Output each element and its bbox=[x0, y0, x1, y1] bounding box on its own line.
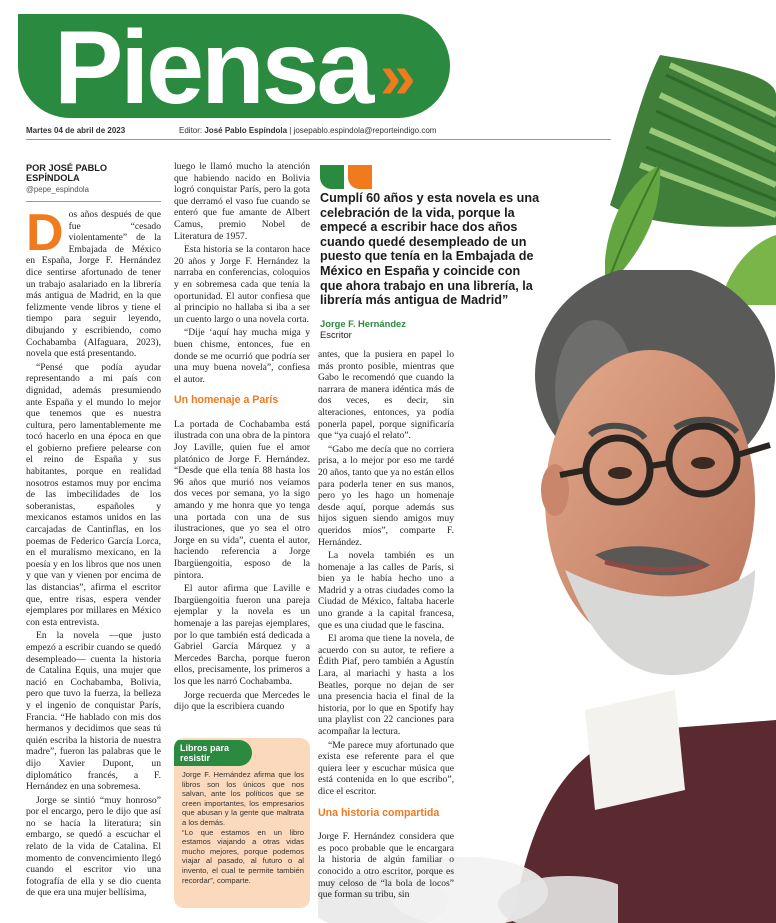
sidebar-tab bbox=[174, 740, 252, 766]
sidebar-title: Libros para resistir bbox=[180, 743, 230, 763]
drop-cap: D bbox=[26, 204, 64, 262]
header-divider bbox=[26, 139, 611, 140]
paragraph: Jorge F. Hernández considera que es poco probable que le encargara la historia de algún familiar o conocido a otro escritor, porque es muy celoso de “la bola de locos” que forman su tribu, sin bbox=[318, 831, 454, 901]
editor-name: José Pablo Espíndola bbox=[204, 126, 288, 135]
paragraph: “Me parece muy afortunado que exista ese referente para el que quiera leer y escuchar música que está contenida en lo que escribo”, dice el escritor. bbox=[318, 739, 454, 797]
chevron-logo-icon: » bbox=[380, 40, 402, 112]
paragraph: La novela también es un homenaje a las calles de París, si bien ya le había hecho uno a Madrid y a otras ciudades como la Ciudad de México, faltaba hacerle uno grande a la capital francesa, que es una ciudad que le fascina. bbox=[318, 550, 454, 631]
paragraph: “Gabo me decía que no corriera prisa, a lo mejor por eso me tardé 20 años, tanto que ya no están ellos para poderla tener en sus manos, pero yo les hago un homenaje desde aquí, porque además sus hijos siguen siendo amigos muy queridos míos”, comparte F. Hernández. bbox=[318, 443, 454, 548]
author-portrait bbox=[475, 270, 776, 923]
byline-divider bbox=[26, 201, 161, 202]
editor-contact: | josepablo.espindola@reporteindigo.com bbox=[289, 126, 437, 135]
paragraph: “Pensé que podía ayudar representando a mi país con dignidad, además presumiendo ante España y el mundo lo mejor que tenemos que es nuestra cultura, pero lamentablemente me tocó hacerlo en una época en que el gobierno prefiere pelearse con el reino de España y sus habitantes, porque en realidad nosotros estamos muy por encima de las imbecilidades de los soberanistas, españoles y mexicanos estamos unidos en las carcajadas de Cantinflas, en los poemas de Federico García Lorca, en el muralismo mexicano, en la poesía y en los libros que nos unen y que van y vienen por encima de las distancias”, afirma el escritor que, entre risas, espera vender ejemplares por millares en México con esta entrevista. bbox=[26, 361, 161, 628]
paragraph: Esta historia se la contaron hace 20 años y Jorge F. Hernández la narraba en conferencias, coloquios y en sobremesa cada que tenía la oportunidad. El autor confiesa que al principio no hallaba si iba a ser un cuento largo o una novela corta. bbox=[174, 244, 310, 325]
paragraph: Jorge se sintió “muy honroso” por el encargo, pero le dijo que así no se hacía la literatura; sin embargo, se quedó a escuchar el relato de la vida de Catalina. El momento de convencimiento llegó cuando el escritor vio una fotografía de ella y se dio cuenta de que era una mujer bellísima, bbox=[26, 794, 161, 899]
section-subhead: Una historia compartida bbox=[318, 806, 440, 819]
issue-date: Martes 04 de abril de 2023 bbox=[26, 126, 126, 135]
column-1 bbox=[26, 204, 161, 901]
sidebar-paragraph: Jorge F. Hernández afirma que los libros son los únicos que nos salvan, ante los políticos que se creen importantes, los empresarios que abusan y la gente que maltrata a los demás. bbox=[182, 770, 304, 827]
paragraph: En la novela —que justo empezó a escribir cuando se quedó desempleado— cuenta la historia de Catalina Equis, una mujer que nació en Cochabamba, Bolivia, pero que tuvo la fuerza, la belleza y el ingenio de conquistar París, Francia. “He hablado con mis dos hermanos y decidimos que seas tú quién escriba la historia de nuestra madre”, fueron las palabras que le dijo Xavier Dupont, un diplomático francés, a F. Hernández en una sobremesa. bbox=[26, 630, 161, 793]
editor-credit bbox=[179, 126, 436, 135]
column-2 bbox=[174, 161, 310, 715]
byline-handle: @pepe_espindola bbox=[26, 185, 89, 194]
byline bbox=[26, 163, 161, 202]
paragraph: antes, que la pusiera en papel lo más pronto posible, mientras que Gabo le recomendó que cuando la narrara de manera idéntica más de dos veces, es decir, sin alteraciones, entonces, ya podía ponerla papel, porque significaría que “ya cuajó el relato”. bbox=[318, 349, 454, 442]
paragraph: Jorge recuerda que Mercedes le dijo que la escribiera cuando bbox=[174, 689, 310, 713]
sidebar-box bbox=[174, 738, 310, 908]
paragraph: os años después de que fue “cesado violentamente” de la Embajada de México en España, Jorge F. Hernández dice sentirse afortunado de tener un trabajo asalariado en la librería más antigua de Madrid, en la que felizmente vende libros y tiene el tiempo para seguir leyendo, dibujando y escribiendo, como Cochabamba (Alfaguara, 2023), novela que está presentando. bbox=[26, 209, 161, 360]
paragraph: El aroma que tiene la novela, de acuerdo con su autor, te refiere a Édith Piaf, pero también a Agustín Lara, al mariachi y hasta a los Beatles, porque no dejan de ser una presencia hacia el final de la historia, por lo que en Spotify hay una playlist con 22 canciones para acompañar la lectura. bbox=[318, 633, 454, 737]
quote-mark-icon bbox=[320, 165, 372, 189]
quote-author: Jorge F. Hernández bbox=[320, 318, 406, 329]
paragraph: “Dije ‘aquí hay mucha miga y buen chisme, entonces, fue en donde se me ocurrió que podría ser una muy buena novela”, confiesa el autor. bbox=[174, 327, 310, 385]
paragraph: La portada de Cochabamba está ilustrada con una obra de la pintora Joy Laville, quien fue el amor platónico de Jorge F. Hernández. “Desde que ella tenía 88 hasta los 96 años que murió nos veíamos dos veces por semana, yo la sigo amando y me honra que yo tenga una portada con una de sus ilustraciones, que yo sea el otro Jorge en su vida”, cuenta el autor, haciendo referencia a Jorge Ibargüengoitia, esposo de la pintora. bbox=[174, 418, 310, 581]
column-3 bbox=[318, 349, 454, 903]
sidebar-paragraph: “Lo que estamos en un libro estamos viajando a otras vidas mucho mejores, porque podemos viajar al pasado, al futuro o al invento, el cual te permite también recordar”, comparte. bbox=[182, 827, 304, 885]
pull-quote: Cumplí 60 años y esta novela es una celebración de la vida, porque la empecé a escribir hace dos años cuando quedé desempleado de un puesto que tenía en la Embajada de México en España y coincide con que ahora trabajo en una librería, la librería más antigua de Madrid” bbox=[320, 191, 540, 308]
paragraph: El autor afirma que Laville e Ibargüengoitia fueron una pareja ejemplar y la novela es un homenaje a las parejas ejemplares, por lo que también está dedicada a Gabriel García Márquez y a Mercedes Barcha, porque fueron ellos, precisamente, los primeros a los que les narró Cochabamba. bbox=[174, 583, 310, 687]
editor-label: Editor: bbox=[179, 126, 203, 135]
leaves-illustration bbox=[600, 55, 776, 305]
masthead bbox=[18, 14, 450, 118]
section-logo: Piensa bbox=[54, 14, 372, 118]
section-subhead: Un homenaje a París bbox=[174, 394, 279, 407]
paragraph: luego le llamó mucho la atención que habiendo nacido en Bolivia logró conquistar París, pero la gota que derramó el vaso fue cuando se enteró que fue amante de Albert Camus, premio Nobel de Literatura de 1957. bbox=[174, 161, 310, 242]
quote-role: Escritor bbox=[320, 329, 352, 340]
sidebar-body bbox=[182, 770, 304, 885]
byline-name: POR JOSÉ PABLO ESPÍNDOLA bbox=[26, 163, 107, 183]
